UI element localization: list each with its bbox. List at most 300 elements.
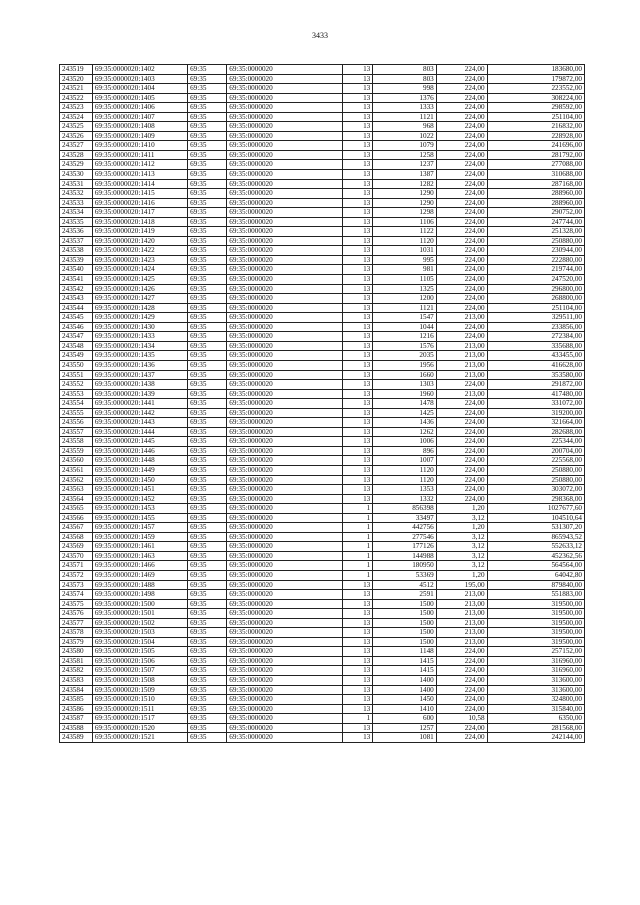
row-number-cell: 243559 (60, 446, 93, 456)
table-row (60, 351, 585, 361)
cadastral-number-cell: 69:35:0000020:1416 (92, 198, 187, 208)
quarter-number-cell: 69:35:0000020 (227, 446, 342, 456)
specific-value-cell: 224,00 (436, 322, 487, 332)
region-code-cell: 69:35 (188, 103, 227, 113)
quarter-number-cell: 69:35:0000020 (227, 236, 342, 246)
cadastral-number-cell: 69:35:0000020:1457 (92, 523, 187, 533)
area-cell: 1120 (373, 475, 437, 485)
cadastral-value-cell: 288960,00 (487, 198, 584, 208)
cadastral-number-cell: 69:35:0000020:1414 (92, 179, 187, 189)
row-number-cell: 243580 (60, 647, 93, 657)
table-row (60, 676, 585, 686)
cadastral-value-cell: 315840,00 (487, 704, 584, 714)
area-cell: 1500 (373, 599, 437, 609)
category-code-cell: 13 (342, 399, 373, 409)
cadastral-value-cell: 353580,00 (487, 370, 584, 380)
region-code-cell: 69:35 (188, 523, 227, 533)
region-code-cell: 69:35 (188, 380, 227, 390)
specific-value-cell: 224,00 (436, 437, 487, 447)
table-row (60, 437, 585, 447)
table-row (60, 695, 585, 705)
category-code-cell: 13 (342, 103, 373, 113)
cadastral-value-table (59, 64, 585, 743)
area-cell: 998 (373, 84, 437, 94)
specific-value-cell: 224,00 (436, 494, 487, 504)
region-code-cell: 69:35 (188, 628, 227, 638)
category-code-cell: 13 (342, 93, 373, 103)
quarter-number-cell: 69:35:0000020 (227, 227, 342, 237)
cadastral-number-cell: 69:35:0000020:1405 (92, 93, 187, 103)
row-number-cell: 243564 (60, 494, 93, 504)
specific-value-cell: 3,12 (436, 532, 487, 542)
table-row (60, 103, 585, 113)
quarter-number-cell: 69:35:0000020 (227, 141, 342, 151)
area-cell: 1079 (373, 141, 437, 151)
cadastral-value-cell: 257152,00 (487, 647, 584, 657)
specific-value-cell: 224,00 (436, 198, 487, 208)
specific-value-cell: 224,00 (436, 246, 487, 256)
table-row (60, 313, 585, 323)
table-row (60, 150, 585, 160)
quarter-number-cell: 69:35:0000020 (227, 84, 342, 94)
region-code-cell: 69:35 (188, 341, 227, 351)
cadastral-number-cell: 69:35:0000020:1413 (92, 170, 187, 180)
quarter-number-cell: 69:35:0000020 (227, 427, 342, 437)
cadastral-value-cell: 319200,00 (487, 408, 584, 418)
cadastral-value-cell: 321664,00 (487, 418, 584, 428)
cadastral-number-cell: 69:35:0000020:1438 (92, 380, 187, 390)
cadastral-number-cell: 69:35:0000020:1418 (92, 217, 187, 227)
region-code-cell: 69:35 (188, 189, 227, 199)
category-code-cell: 13 (342, 189, 373, 199)
specific-value-cell: 224,00 (436, 656, 487, 666)
region-code-cell: 69:35 (188, 513, 227, 523)
cadastral-number-cell: 69:35:0000020:1443 (92, 418, 187, 428)
row-number-cell: 243549 (60, 351, 93, 361)
category-code-cell: 13 (342, 580, 373, 590)
category-code-cell: 13 (342, 733, 373, 743)
cadastral-value-cell: 319500,00 (487, 637, 584, 647)
row-number-cell: 243550 (60, 360, 93, 370)
area-cell: 1257 (373, 723, 437, 733)
cadastral-value-cell: 288960,00 (487, 189, 584, 199)
specific-value-cell: 1,20 (436, 504, 487, 514)
quarter-number-cell: 69:35:0000020 (227, 351, 342, 361)
cadastral-number-cell: 69:35:0000020:1425 (92, 275, 187, 285)
quarter-number-cell: 69:35:0000020 (227, 150, 342, 160)
region-code-cell: 69:35 (188, 255, 227, 265)
quarter-number-cell: 69:35:0000020 (227, 294, 342, 304)
cadastral-value-cell: 241696,00 (487, 141, 584, 151)
table-row (60, 341, 585, 351)
cadastral-value-cell: 268800,00 (487, 294, 584, 304)
category-code-cell: 13 (342, 609, 373, 619)
quarter-number-cell: 69:35:0000020 (227, 523, 342, 533)
cadastral-number-cell: 69:35:0000020:1417 (92, 208, 187, 218)
table-row (60, 485, 585, 495)
cadastral-number-cell: 69:35:0000020:1442 (92, 408, 187, 418)
row-number-cell: 243533 (60, 198, 93, 208)
table-row (60, 714, 585, 724)
specific-value-cell: 224,00 (436, 208, 487, 218)
cadastral-value-cell: 230944,00 (487, 246, 584, 256)
cadastral-value-cell: 250880,00 (487, 475, 584, 485)
cadastral-number-cell: 69:35:0000020:1435 (92, 351, 187, 361)
area-cell: 4512 (373, 580, 437, 590)
category-code-cell: 13 (342, 341, 373, 351)
category-code-cell: 13 (342, 418, 373, 428)
category-code-cell: 13 (342, 74, 373, 84)
quarter-number-cell: 69:35:0000020 (227, 475, 342, 485)
table-row (60, 198, 585, 208)
region-code-cell: 69:35 (188, 227, 227, 237)
region-code-cell: 69:35 (188, 446, 227, 456)
cadastral-value-cell: 331072,00 (487, 399, 584, 409)
cadastral-number-cell: 69:35:0000020:1461 (92, 542, 187, 552)
quarter-number-cell: 69:35:0000020 (227, 370, 342, 380)
quarter-number-cell: 69:35:0000020 (227, 255, 342, 265)
row-number-cell: 243526 (60, 131, 93, 141)
row-number-cell: 243532 (60, 189, 93, 199)
cadastral-value-cell: 308224,00 (487, 93, 584, 103)
region-code-cell: 69:35 (188, 65, 227, 75)
table-row (60, 647, 585, 657)
category-code-cell: 13 (342, 389, 373, 399)
category-code-cell: 1 (342, 513, 373, 523)
area-cell: 856398 (373, 504, 437, 514)
cadastral-number-cell: 69:35:0000020:1406 (92, 103, 187, 113)
specific-value-cell: 224,00 (436, 236, 487, 246)
specific-value-cell: 213,00 (436, 370, 487, 380)
row-number-cell: 243519 (60, 65, 93, 75)
row-number-cell: 243523 (60, 103, 93, 113)
category-code-cell: 13 (342, 494, 373, 504)
category-code-cell: 13 (342, 160, 373, 170)
category-code-cell: 13 (342, 695, 373, 705)
cadastral-number-cell: 69:35:0000020:1507 (92, 666, 187, 676)
table-row (60, 723, 585, 733)
table-row (60, 380, 585, 390)
area-cell: 1200 (373, 294, 437, 304)
area-cell: 277546 (373, 532, 437, 542)
region-code-cell: 69:35 (188, 160, 227, 170)
row-number-cell: 243561 (60, 465, 93, 475)
quarter-number-cell: 69:35:0000020 (227, 580, 342, 590)
quarter-number-cell: 69:35:0000020 (227, 542, 342, 552)
quarter-number-cell: 69:35:0000020 (227, 408, 342, 418)
category-code-cell: 13 (342, 685, 373, 695)
quarter-number-cell: 69:35:0000020 (227, 494, 342, 504)
category-code-cell: 13 (342, 246, 373, 256)
cadastral-number-cell: 69:35:0000020:1403 (92, 74, 187, 84)
specific-value-cell: 213,00 (436, 609, 487, 619)
row-number-cell: 243575 (60, 599, 93, 609)
specific-value-cell: 224,00 (436, 170, 487, 180)
area-cell: 1120 (373, 236, 437, 246)
quarter-number-cell: 69:35:0000020 (227, 303, 342, 313)
cadastral-number-cell: 69:35:0000020:1437 (92, 370, 187, 380)
region-code-cell: 69:35 (188, 408, 227, 418)
area-cell: 1415 (373, 656, 437, 666)
region-code-cell: 69:35 (188, 418, 227, 428)
row-number-cell: 243579 (60, 637, 93, 647)
cadastral-value-cell: 250880,00 (487, 465, 584, 475)
specific-value-cell: 3,12 (436, 513, 487, 523)
quarter-number-cell: 69:35:0000020 (227, 504, 342, 514)
cadastral-value-cell: 335688,00 (487, 341, 584, 351)
cadastral-number-cell: 69:35:0000020:1511 (92, 704, 187, 714)
quarter-number-cell: 69:35:0000020 (227, 456, 342, 466)
row-number-cell: 243537 (60, 236, 93, 246)
table-row (60, 227, 585, 237)
category-code-cell: 13 (342, 380, 373, 390)
table-row (60, 65, 585, 75)
region-code-cell: 69:35 (188, 112, 227, 122)
quarter-number-cell: 69:35:0000020 (227, 418, 342, 428)
specific-value-cell: 224,00 (436, 485, 487, 495)
quarter-number-cell: 69:35:0000020 (227, 313, 342, 323)
cadastral-number-cell: 69:35:0000020:1408 (92, 122, 187, 132)
specific-value-cell: 224,00 (436, 427, 487, 437)
specific-value-cell: 224,00 (436, 332, 487, 342)
table-row (60, 131, 585, 141)
quarter-number-cell: 69:35:0000020 (227, 360, 342, 370)
cadastral-value-cell: 310688,00 (487, 170, 584, 180)
area-cell: 1044 (373, 322, 437, 332)
area-cell: 1660 (373, 370, 437, 380)
region-code-cell: 69:35 (188, 656, 227, 666)
cadastral-value-cell: 251104,00 (487, 112, 584, 122)
cadastral-number-cell: 69:35:0000020:1445 (92, 437, 187, 447)
area-cell: 1216 (373, 332, 437, 342)
row-number-cell: 243576 (60, 609, 93, 619)
category-code-cell: 13 (342, 704, 373, 714)
specific-value-cell: 3,12 (436, 542, 487, 552)
area-cell: 1956 (373, 360, 437, 370)
cadastral-number-cell: 69:35:0000020:1463 (92, 551, 187, 561)
cadastral-number-cell: 69:35:0000020:1434 (92, 341, 187, 351)
area-cell: 33497 (373, 513, 437, 523)
table-row (60, 494, 585, 504)
table-row (60, 332, 585, 342)
region-code-cell: 69:35 (188, 303, 227, 313)
quarter-number-cell: 69:35:0000020 (227, 485, 342, 495)
table-row (60, 303, 585, 313)
quarter-number-cell: 69:35:0000020 (227, 609, 342, 619)
category-code-cell: 13 (342, 360, 373, 370)
cadastral-number-cell: 69:35:0000020:1509 (92, 685, 187, 695)
cadastral-value-cell: 104510,64 (487, 513, 584, 523)
region-code-cell: 69:35 (188, 570, 227, 580)
table-row (60, 84, 585, 94)
cadastral-value-cell: 251104,00 (487, 303, 584, 313)
region-code-cell: 69:35 (188, 265, 227, 275)
category-code-cell: 13 (342, 227, 373, 237)
table-row (60, 628, 585, 638)
cadastral-value-cell: 879840,00 (487, 580, 584, 590)
cadastral-number-cell: 69:35:0000020:1510 (92, 695, 187, 705)
region-code-cell: 69:35 (188, 456, 227, 466)
specific-value-cell: 224,00 (436, 408, 487, 418)
specific-value-cell: 224,00 (436, 150, 487, 160)
area-cell: 1500 (373, 609, 437, 619)
cadastral-value-cell: 319500,00 (487, 628, 584, 638)
category-code-cell: 1 (342, 551, 373, 561)
table-row (60, 74, 585, 84)
table-row (60, 294, 585, 304)
row-number-cell: 243558 (60, 437, 93, 447)
specific-value-cell: 3,12 (436, 561, 487, 571)
quarter-number-cell: 69:35:0000020 (227, 380, 342, 390)
quarter-number-cell: 69:35:0000020 (227, 733, 342, 743)
quarter-number-cell: 69:35:0000020 (227, 570, 342, 580)
category-code-cell: 13 (342, 131, 373, 141)
table-row (60, 160, 585, 170)
category-code-cell: 13 (342, 437, 373, 447)
quarter-number-cell: 69:35:0000020 (227, 246, 342, 256)
region-code-cell: 69:35 (188, 704, 227, 714)
cadastral-value-cell: 281792,00 (487, 150, 584, 160)
specific-value-cell: 213,00 (436, 590, 487, 600)
area-cell: 803 (373, 74, 437, 84)
region-code-cell: 69:35 (188, 676, 227, 686)
specific-value-cell: 213,00 (436, 341, 487, 351)
cadastral-number-cell: 69:35:0000020:1504 (92, 637, 187, 647)
cadastral-number-cell: 69:35:0000020:1439 (92, 389, 187, 399)
cadastral-value-cell: 316960,00 (487, 656, 584, 666)
category-code-cell: 13 (342, 485, 373, 495)
cadastral-value-cell: 200704,00 (487, 446, 584, 456)
quarter-number-cell: 69:35:0000020 (227, 198, 342, 208)
table-row (60, 532, 585, 542)
cadastral-number-cell: 69:35:0000020:1420 (92, 236, 187, 246)
row-number-cell: 243555 (60, 408, 93, 418)
cadastral-number-cell: 69:35:0000020:1444 (92, 427, 187, 437)
cadastral-value-cell: 223552,00 (487, 84, 584, 94)
table-row (60, 704, 585, 714)
row-number-cell: 243562 (60, 475, 93, 485)
specific-value-cell: 224,00 (436, 733, 487, 743)
cadastral-value-cell: 319500,00 (487, 609, 584, 619)
row-number-cell: 243528 (60, 150, 93, 160)
cadastral-number-cell: 69:35:0000020:1411 (92, 150, 187, 160)
cadastral-value-cell: 313600,00 (487, 685, 584, 695)
cadastral-value-cell: 287168,00 (487, 179, 584, 189)
cadastral-number-cell: 69:35:0000020:1423 (92, 255, 187, 265)
table-row (60, 246, 585, 256)
quarter-number-cell: 69:35:0000020 (227, 160, 342, 170)
cadastral-value-cell: 564564,00 (487, 561, 584, 571)
category-code-cell: 1 (342, 570, 373, 580)
cadastral-number-cell: 69:35:0000020:1407 (92, 112, 187, 122)
specific-value-cell: 224,00 (436, 666, 487, 676)
table-row (60, 666, 585, 676)
cadastral-value-cell: 319500,00 (487, 599, 584, 609)
cadastral-number-cell: 69:35:0000020:1521 (92, 733, 187, 743)
quarter-number-cell: 69:35:0000020 (227, 532, 342, 542)
region-code-cell: 69:35 (188, 360, 227, 370)
table-row (60, 446, 585, 456)
specific-value-cell: 224,00 (436, 84, 487, 94)
cadastral-value-cell: 183680,00 (487, 65, 584, 75)
region-code-cell: 69:35 (188, 84, 227, 94)
cadastral-number-cell: 69:35:0000020:1429 (92, 313, 187, 323)
specific-value-cell: 1,20 (436, 570, 487, 580)
region-code-cell: 69:35 (188, 437, 227, 447)
category-code-cell: 13 (342, 370, 373, 380)
row-number-cell: 243570 (60, 551, 93, 561)
area-cell: 177126 (373, 542, 437, 552)
area-cell: 1282 (373, 179, 437, 189)
cadastral-value-cell: 329511,00 (487, 313, 584, 323)
row-number-cell: 243540 (60, 265, 93, 275)
specific-value-cell: 224,00 (436, 131, 487, 141)
row-number-cell: 243588 (60, 723, 93, 733)
area-cell: 2035 (373, 351, 437, 361)
specific-value-cell: 224,00 (436, 704, 487, 714)
cadastral-value-cell: 222880,00 (487, 255, 584, 265)
row-number-cell: 243531 (60, 179, 93, 189)
category-code-cell: 13 (342, 217, 373, 227)
category-code-cell: 1 (342, 561, 373, 571)
area-cell: 1400 (373, 685, 437, 695)
cadastral-number-cell: 69:35:0000020:1449 (92, 465, 187, 475)
specific-value-cell: 224,00 (436, 65, 487, 75)
region-code-cell: 69:35 (188, 666, 227, 676)
cadastral-number-cell: 69:35:0000020:1466 (92, 561, 187, 571)
region-code-cell: 69:35 (188, 485, 227, 495)
table-row (60, 217, 585, 227)
cadastral-value-cell: 247744,00 (487, 217, 584, 227)
row-number-cell: 243583 (60, 676, 93, 686)
cadastral-value-cell: 551883,00 (487, 590, 584, 600)
row-number-cell: 243553 (60, 389, 93, 399)
region-code-cell: 69:35 (188, 685, 227, 695)
cadastral-number-cell: 69:35:0000020:1453 (92, 504, 187, 514)
cadastral-value-cell: 250880,00 (487, 236, 584, 246)
row-number-cell: 243525 (60, 122, 93, 132)
specific-value-cell: 224,00 (436, 275, 487, 285)
region-code-cell: 69:35 (188, 609, 227, 619)
area-cell: 896 (373, 446, 437, 456)
category-code-cell: 1 (342, 523, 373, 533)
category-code-cell: 13 (342, 170, 373, 180)
region-code-cell: 69:35 (188, 284, 227, 294)
table-row (60, 427, 585, 437)
area-cell: 1333 (373, 103, 437, 113)
region-code-cell: 69:35 (188, 150, 227, 160)
cadastral-number-cell: 69:35:0000020:1503 (92, 628, 187, 638)
category-code-cell: 13 (342, 456, 373, 466)
specific-value-cell: 224,00 (436, 446, 487, 456)
region-code-cell: 69:35 (188, 208, 227, 218)
row-number-cell: 243536 (60, 227, 93, 237)
row-number-cell: 243566 (60, 513, 93, 523)
cadastral-number-cell: 69:35:0000020:1505 (92, 647, 187, 657)
quarter-number-cell: 69:35:0000020 (227, 284, 342, 294)
category-code-cell: 13 (342, 656, 373, 666)
area-cell: 600 (373, 714, 437, 724)
area-cell: 968 (373, 122, 437, 132)
quarter-number-cell: 69:35:0000020 (227, 695, 342, 705)
row-number-cell: 243552 (60, 380, 93, 390)
category-code-cell: 13 (342, 332, 373, 342)
quarter-number-cell: 69:35:0000020 (227, 704, 342, 714)
quarter-number-cell: 69:35:0000020 (227, 676, 342, 686)
row-number-cell: 243541 (60, 275, 93, 285)
cadastral-value-cell: 1027677,60 (487, 504, 584, 514)
quarter-number-cell: 69:35:0000020 (227, 513, 342, 523)
